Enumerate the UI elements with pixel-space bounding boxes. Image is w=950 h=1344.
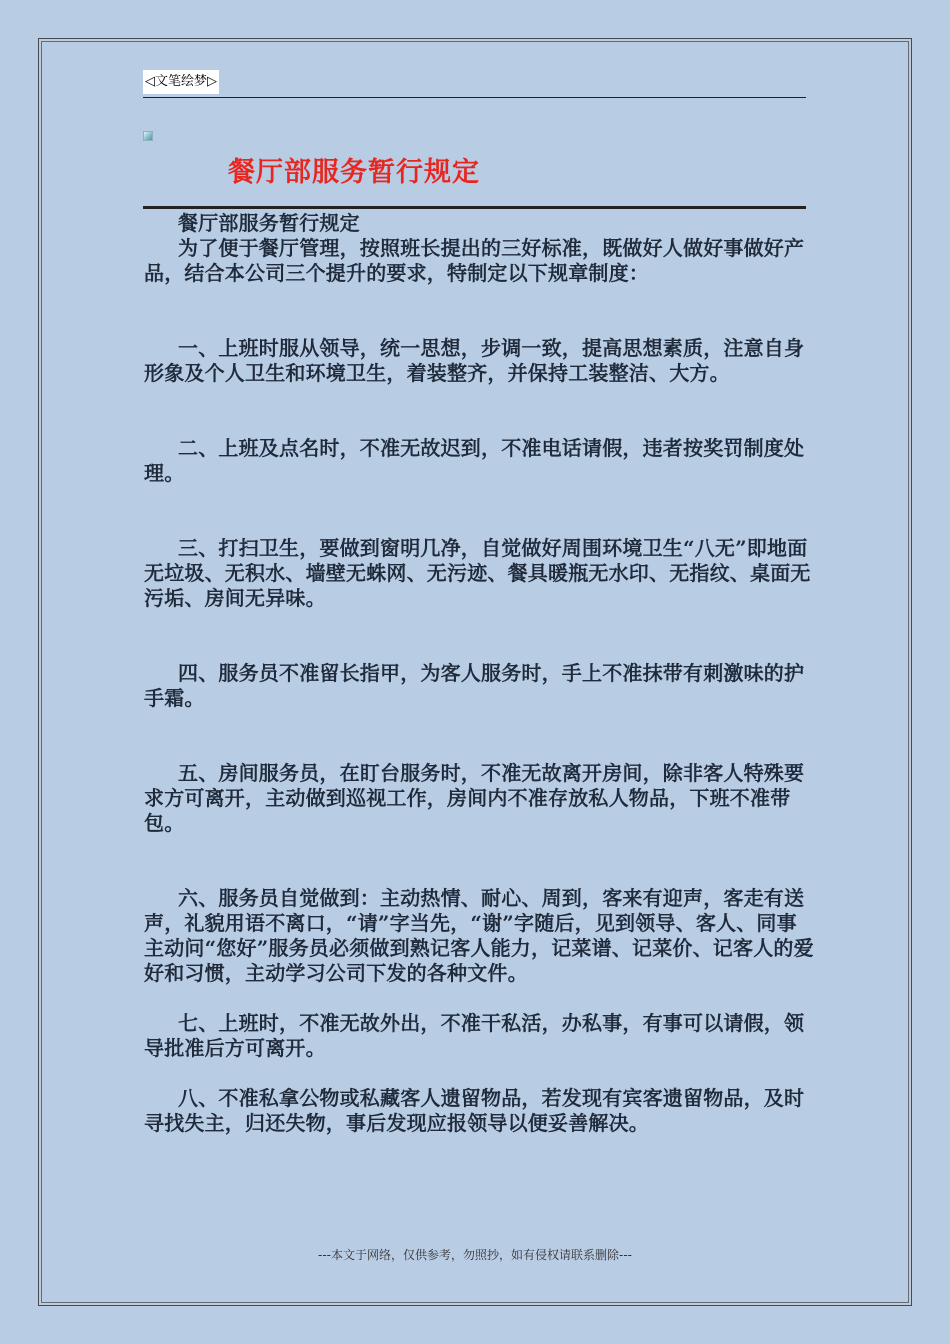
header-tag: ◁文笔绘梦▷ <box>143 70 219 94</box>
rule-item-4: 四、服务员不准留长指甲，为客人服务时，手上不准抹带有刺激味的护手霜。 <box>144 661 805 710</box>
rule-item-7: 七、上班时，不准无故外出，不准干私活，办私事，有事可以请假，领导批准后方可离开。 <box>144 1011 805 1060</box>
rule-item-8: 八、不准私拿公物或私藏客人遗留物品，若发现有宾客遗留物品，及时寻找失主，归还失物，事后发现应报领导以便妥善解决。 <box>144 1086 805 1135</box>
rule-item-3: 三、打扫卫生，要做到窗明几净，自觉做好周围环境卫生“八无”即地面无垃圾、无积水、墙壁无蛛网、无污迹、餐具暖瓶无水印、无指纹、桌面无污垢、房间无异味。 <box>144 536 811 610</box>
rule-item-5: 五、房间服务员，在盯台服务时，不准无故离开房间，除非客人特殊要求方可离开，主动做到巡视工作，房间内不准存放私人物品，下班不准带包。 <box>144 761 805 835</box>
document-title: 餐厅部服务暂行规定 <box>228 157 480 188</box>
header-divider <box>143 97 806 98</box>
footer-disclaimer: ---本文于网络，仅供参考，勿照抄，如有侵权请联系删除--- <box>318 1248 632 1262</box>
title-divider <box>143 206 806 209</box>
document-body <box>144 211 816 1136</box>
intro-paragraph: 为了便于餐厅管理，按照班长提出的三好标准，既做好人做好事做好产品，结合本公司三个提升的要求，特制定以下规章制度： <box>144 236 805 285</box>
rule-item-6: 六、服务员自觉做到：主动热情、耐心、周到，客来有迎声，客走有送声，礼貌用语不离口，“请”字当先，“谢”字随后，见到领导、客人、同事主动问“您好”服务员必须做到熟记客人能力，记菜谱、记菜价、记客人的爱好和习惯，主动学习公司下发的各种文件。 <box>144 886 814 985</box>
document-subtitle: 餐厅部服务暂行规定 <box>178 211 360 235</box>
rule-item-2: 二、上班及点名时，不准无故迟到，不准电话请假，违者按奖罚制度处理。 <box>144 436 805 485</box>
image-placeholder-icon <box>143 131 153 141</box>
rule-item-1: 一、上班时服从领导，统一思想，步调一致，提高思想素质，注意自身形象及个人卫生和环境卫生，着装整齐，并保持工装整洁、大方。 <box>144 336 805 385</box>
